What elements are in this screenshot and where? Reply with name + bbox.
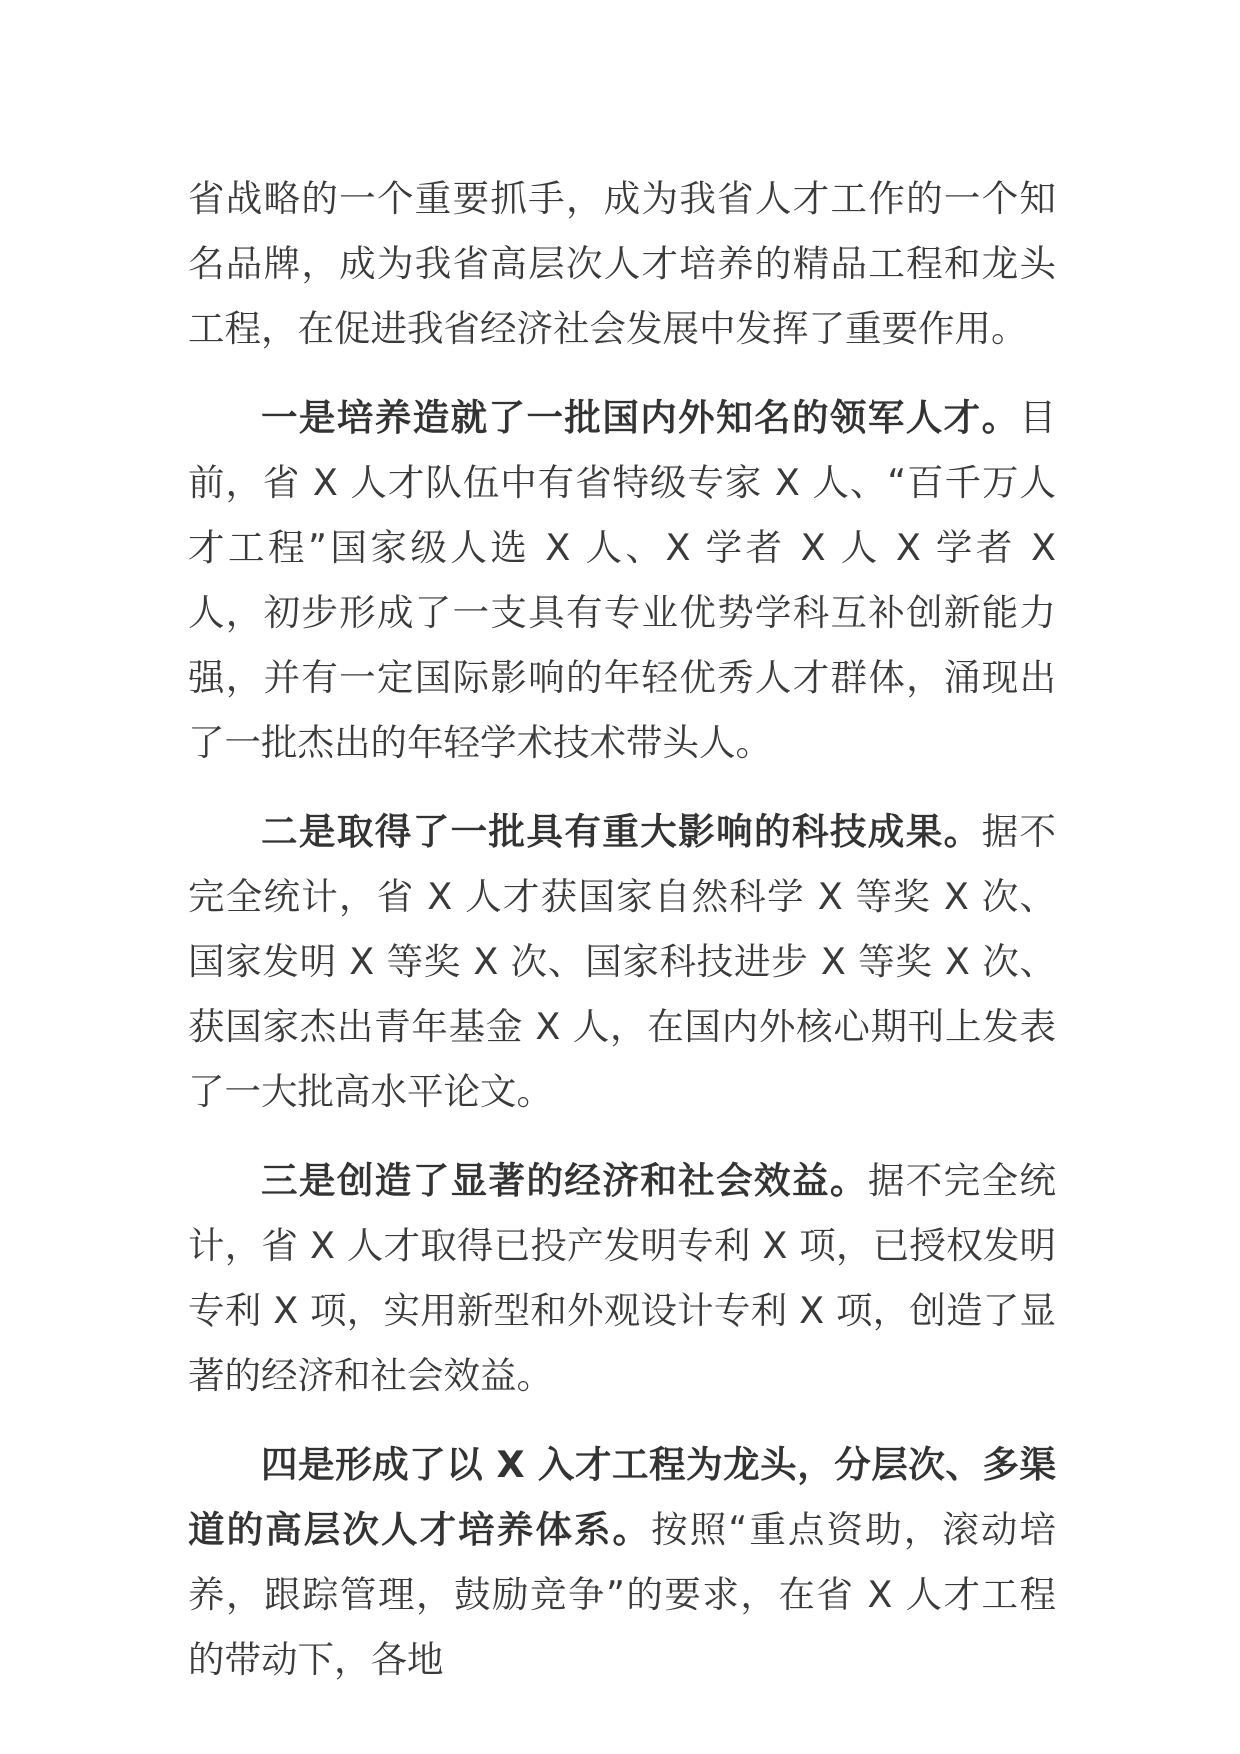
paragraph-heading: 三是创造了显著的经济和社会效益。: [261, 1159, 868, 1202]
paragraph-text: 按照“重点资助，滚动培养，跟踪管理，鼓励竞争”的要求，在省 X 人才工程的带动下，各地: [188, 1508, 1056, 1681]
paragraph-heading: 一是培养造就了一批国内外知名的领军人才。: [261, 396, 1020, 439]
paragraph-training-system: [188, 1432, 1056, 1692]
paragraph-text: 目前，省 X 人才队伍中有省特级专家 X 人、“百千万人才工程”国家级人选 X 人、X 学者 X 人 X 学者 X 人，初步形成了一支具有专业优势学科互补创新能力强，并有一定国际影响的年轻优秀人才群体，涌现出了一批杰出的年轻学术技术带头人。: [188, 396, 1056, 764]
paragraph-economic-benefits: [188, 1148, 1056, 1408]
paragraph-text: 省战略的一个重要抓手，成为我省人才工作的一个知名品牌，成为我省高层次人才培养的精品工程和龙头工程，在促进我省经济社会发展中发挥了重要作用。: [188, 177, 1056, 350]
paragraph-intro: [188, 166, 1056, 361]
paragraph-text: 据不完全统计，省 X 人才取得已投产发明专利 X 项，已授权发明专利 X 项，实用新型和外观设计专利 X 项，创造了显著的经济和社会效益。: [188, 1159, 1057, 1397]
paragraph-heading: 二是取得了一批具有重大影响的科技成果。: [261, 810, 982, 853]
paragraph-research-results: [188, 799, 1056, 1124]
paragraph-talent-leaders: [188, 385, 1056, 775]
paragraph-text: 据不完全统计，省 X 人才获国家自然科学 X 等奖 X 次、国家发明 X 等奖 X 次、国家科技进步 X 等奖 X 次、获国家杰出青年基金 X 人，在国内外核心期刊上发表了一大批高水平论文。: [188, 810, 1057, 1113]
document-body: [188, 166, 1056, 1692]
paragraph-heading: 四是形成了以 X 入才工程为龙头，分层次、多渠道的高层次人才培养体系。: [188, 1443, 1056, 1551]
